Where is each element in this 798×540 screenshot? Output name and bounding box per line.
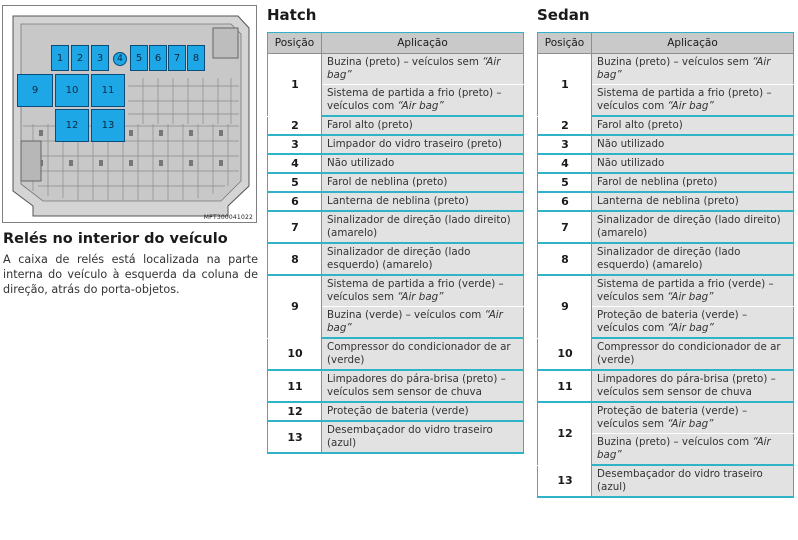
table-row <box>268 116 524 135</box>
application-text: Desembaçador do vidro traseiro (azul) <box>597 468 763 493</box>
application-cell <box>322 211 524 243</box>
application-text: Sinalizador de direção (lado esquerdo) (amarelo) <box>597 246 741 271</box>
application-text: Desembaçador do vidro traseiro (azul) <box>327 424 493 449</box>
application-text: Buzina (verde) – veículos com <box>327 309 485 321</box>
table-row <box>538 154 794 173</box>
table-row <box>268 211 524 243</box>
application-emphasis: “Air bag” <box>397 291 444 303</box>
sedan-col-position: Posição <box>538 33 592 54</box>
application-text: Não utilizado <box>597 138 665 150</box>
relay-6: 6 <box>149 45 167 71</box>
position-cell: 6 <box>538 192 592 211</box>
relay-9: 9 <box>17 74 53 107</box>
table-row <box>268 154 524 173</box>
application-text: Proteção de bateria (verde) <box>327 405 469 417</box>
table-row <box>268 54 524 85</box>
relay-13: 13 <box>91 109 125 142</box>
relay-5: 5 <box>130 45 148 71</box>
table-row <box>538 243 794 275</box>
application-cell <box>322 402 524 421</box>
application-text: Sistema de partida a frio (verde) – veículos sem <box>597 278 774 303</box>
application-cell <box>592 465 794 497</box>
application-cell <box>322 275 524 307</box>
sedan-table-body <box>538 54 794 498</box>
application-cell <box>322 192 524 211</box>
application-text: Buzina (preto) – veículos com <box>597 436 753 448</box>
application-text: Compressor do condicionador de ar (verde) <box>327 341 511 366</box>
application-emphasis: “Air bag” <box>667 291 714 303</box>
sedan-col-application: Aplicação <box>592 33 794 54</box>
relay-12: 12 <box>55 109 89 142</box>
table-row <box>268 275 524 307</box>
position-cell: 8 <box>268 243 322 275</box>
application-cell <box>592 307 794 339</box>
relay-box-drawing <box>3 6 257 223</box>
application-text: Sinalizador de direção (lado direito) (amarelo) <box>597 214 781 239</box>
application-text: Lanterna de neblina (preto) <box>327 195 469 207</box>
table-row <box>538 135 794 154</box>
application-cell <box>322 135 524 154</box>
position-cell: 6 <box>268 192 322 211</box>
table-row <box>538 402 794 434</box>
relay-7: 7 <box>168 45 186 71</box>
hatch-title: Hatch <box>267 6 317 24</box>
application-text: Sistema de partida a frio (preto) – veículos com <box>597 87 772 112</box>
position-cell: 8 <box>538 243 592 275</box>
application-cell <box>592 116 794 135</box>
relay-4: 4 <box>113 52 127 66</box>
position-cell: 5 <box>538 173 592 192</box>
application-cell <box>322 338 524 370</box>
application-text: Compressor do condicionador de ar (verde) <box>597 341 781 366</box>
application-cell <box>592 275 794 307</box>
hatch-table-body <box>268 54 524 454</box>
table-row <box>538 370 794 402</box>
hatch-col-application: Aplicação <box>322 33 524 54</box>
relay-box-diagram <box>2 5 257 223</box>
application-text: Sistema de partida a frio (verde) – veículos sem <box>327 278 504 303</box>
application-emphasis: “Air bag” <box>397 100 444 112</box>
table-row <box>268 173 524 192</box>
position-cell: 1 <box>268 54 322 117</box>
hatch-col-position: Posição <box>268 33 322 54</box>
position-cell: 4 <box>268 154 322 173</box>
table-row <box>538 211 794 243</box>
table-row <box>268 370 524 402</box>
application-text: Farol de neblina (preto) <box>597 176 718 188</box>
application-text: Limpador do vidro traseiro (preto) <box>327 138 502 150</box>
relay-2: 2 <box>71 45 89 71</box>
section-description: A caixa de relés está localizada na parte interna do veículo à esquerda da coluna de direção, atrás do porta-objetos. <box>3 253 258 296</box>
position-cell: 7 <box>538 211 592 243</box>
application-emphasis: “Air bag” <box>327 56 501 81</box>
application-cell <box>592 338 794 370</box>
application-text: Sinalizador de direção (lado esquerdo) (amarelo) <box>327 246 471 271</box>
position-cell: 2 <box>538 116 592 135</box>
application-cell <box>322 85 524 117</box>
table-row <box>268 135 524 154</box>
table-row <box>538 338 794 370</box>
table-row <box>268 421 524 453</box>
application-emphasis: “Air bag” <box>327 309 503 334</box>
application-cell <box>592 243 794 275</box>
application-text: Proteção de bateria (verde) – veículos com <box>597 309 748 334</box>
position-cell: 10 <box>538 338 592 370</box>
application-cell <box>592 402 794 434</box>
position-cell: 4 <box>538 154 592 173</box>
application-text: Limpadores do pára-brisa (preto) – veículos sem sensor de chuva <box>327 373 506 398</box>
relay-11: 11 <box>91 74 125 107</box>
position-cell: 7 <box>268 211 322 243</box>
position-cell: 13 <box>268 421 322 453</box>
application-text: Não utilizado <box>597 157 665 169</box>
application-text: Não utilizado <box>327 157 395 169</box>
sedan-relay-table <box>537 32 794 498</box>
position-cell: 10 <box>268 338 322 370</box>
application-cell <box>592 54 794 85</box>
diagram-code: MPT300041022 <box>203 214 253 221</box>
table-row <box>268 338 524 370</box>
position-cell: 1 <box>538 54 592 117</box>
table-row <box>538 54 794 85</box>
application-cell <box>592 85 794 117</box>
relay-10: 10 <box>55 74 89 107</box>
application-text: Lanterna de neblina (preto) <box>597 195 739 207</box>
position-cell: 11 <box>538 370 592 402</box>
table-row <box>538 465 794 497</box>
application-emphasis: “Air bag” <box>667 322 714 334</box>
application-emphasis: “Air bag” <box>667 418 714 430</box>
table-row <box>538 192 794 211</box>
application-cell <box>592 192 794 211</box>
application-emphasis: “Air bag” <box>597 56 771 81</box>
application-text: Buzina (preto) – veículos sem <box>327 56 483 68</box>
application-emphasis: “Air bag” <box>597 436 771 461</box>
hatch-relay-table <box>267 32 524 454</box>
table-row <box>268 243 524 275</box>
application-cell <box>322 116 524 135</box>
position-cell: 9 <box>538 275 592 338</box>
relay-8: 8 <box>187 45 205 71</box>
application-cell <box>592 154 794 173</box>
application-cell <box>322 154 524 173</box>
table-row <box>538 275 794 307</box>
position-cell: 12 <box>538 402 592 465</box>
application-cell <box>322 370 524 402</box>
relay-1: 1 <box>51 45 69 71</box>
relay-3: 3 <box>91 45 109 71</box>
application-cell <box>592 173 794 192</box>
application-text: Sistema de partida a frio (preto) – veículos com <box>327 87 502 112</box>
application-text: Farol alto (preto) <box>597 119 683 131</box>
position-cell: 12 <box>268 402 322 421</box>
position-cell: 5 <box>268 173 322 192</box>
application-text: Buzina (preto) – veículos sem <box>597 56 753 68</box>
application-cell <box>592 434 794 466</box>
table-row <box>268 402 524 421</box>
application-text: Farol alto (preto) <box>327 119 413 131</box>
application-cell <box>322 173 524 192</box>
application-cell <box>322 307 524 339</box>
position-cell: 2 <box>268 116 322 135</box>
position-cell: 11 <box>268 370 322 402</box>
sedan-title: Sedan <box>537 6 590 24</box>
application-text: Proteção de bateria (verde) – veículos sem <box>597 405 748 430</box>
application-cell <box>592 135 794 154</box>
application-cell <box>322 243 524 275</box>
position-cell: 3 <box>538 135 592 154</box>
position-cell: 9 <box>268 275 322 338</box>
application-cell <box>322 421 524 453</box>
application-cell <box>322 54 524 85</box>
table-row <box>538 173 794 192</box>
application-text: Limpadores do pára-brisa (preto) – veículos sem sensor de chuva <box>597 373 776 398</box>
table-row <box>538 116 794 135</box>
table-row <box>268 192 524 211</box>
application-text: Farol de neblina (preto) <box>327 176 448 188</box>
position-cell: 13 <box>538 465 592 497</box>
application-emphasis: “Air bag” <box>667 100 714 112</box>
application-cell <box>592 211 794 243</box>
application-text: Sinalizador de direção (lado direito) (amarelo) <box>327 214 511 239</box>
section-title: Relés no interior do veículo <box>3 231 228 247</box>
position-cell: 3 <box>268 135 322 154</box>
application-cell <box>592 370 794 402</box>
